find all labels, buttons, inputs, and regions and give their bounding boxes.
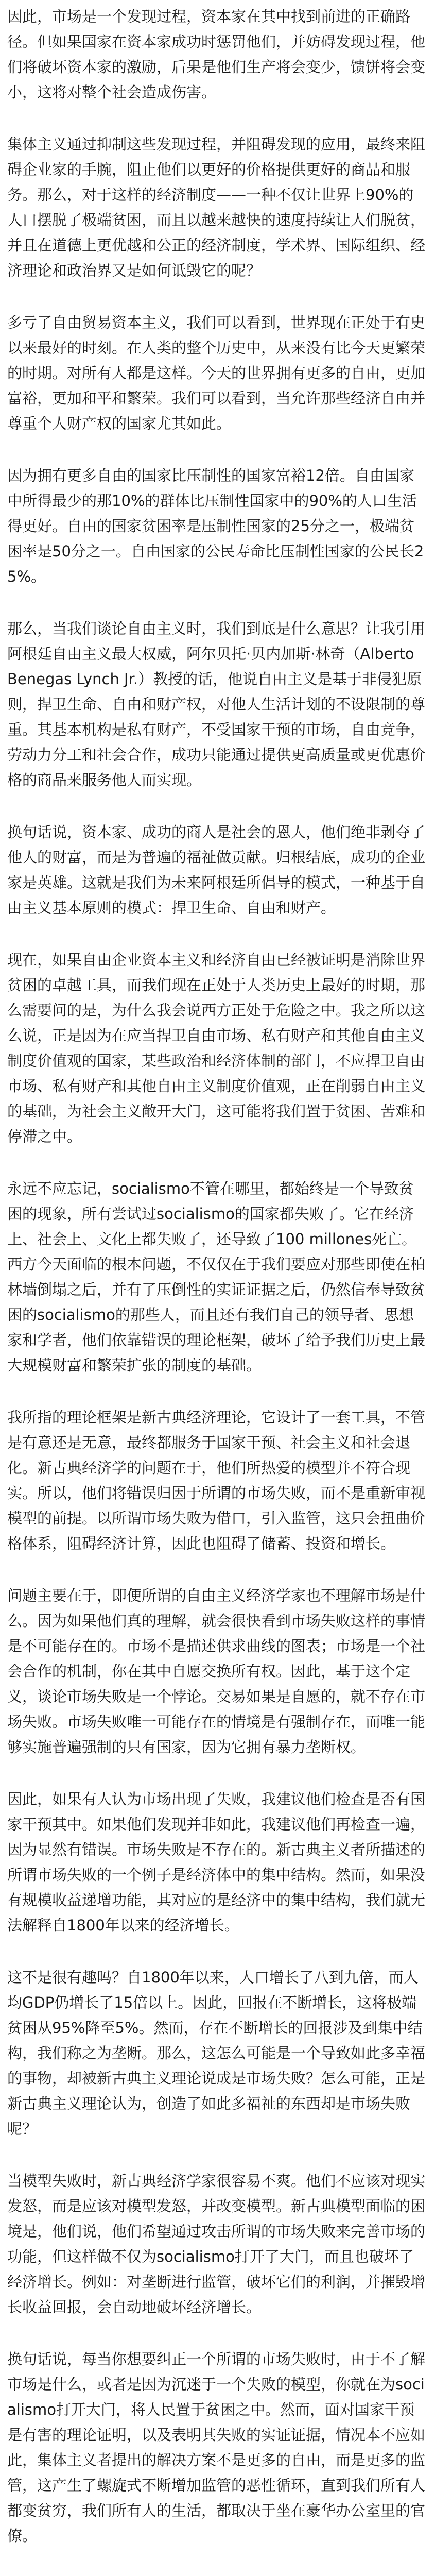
paragraph: 因此，市场是一个发现过程，资本家在其中找到前进的正确路径。但如果国家在资本家成功时惩罚他们，并妨碍发现过程，他们将破坏资本家的激励，后果是他们生产将会变少，馈饼将会变小，这将对整个社会造成伤害。 bbox=[7, 8, 426, 101]
paragraph: 现在，如果自由企业资本主义和经济自由已经被证明是消除世界贫困的卓越工具，而我们现在正处于人类历史上最好的时期，那么需要问的是，为什么我会说西方正处于危险之中。我之所以这么说，正是因为在应当捍卫自由市场、私有财产和其他自由主义制度价值观的国家，某些政治和经济体制的部门，不应捍卫自由市场、私有财产和其他自由主义制度价值观，正在削弱自由主义的基础，为社会主义敞开大门，这可能将我们置于贫困、苦难和停滞之中。 bbox=[7, 951, 426, 1145]
paragraph: 问题主要在于，即便所谓的自由主义经济学家也不理解市场是什么。因为如果他们真的理解，就会很快看到市场失败这样的事情是不可能存在的。市场不是描述供求曲线的图表；市场是一个社会合作的机制，你在其中自愿交换所有权。因此，基于这个定义，谈论市场失败是一个悖论。交易如果是自愿的，就不存在市场失败。市场失败唯一可能存在的情境是有强制存在，而唯一能够实施普遍强制的只有国家，因为它拥有暴力垄断权。 bbox=[7, 1587, 426, 1756]
paragraph: 永远不应忘记，socialismo不管在哪里，都始终是一个导致贫困的现象，所有尝试过socialismo的国家都失败了。它在经济上、社会上、文化上都失败了，还导致了100 millones死亡。西方今天面临的根本问题，不仅仅在于我们要应对那些即使在柏林墙倒塌之后，并有了压倒性的实证证据之后，仍然信奉导致贫困的socialismo的那些人，而且还有我们自己的领导者、思想家和学者，他们依靠错误的理论框架，破坏了给予我们历史上最大规模财富和繁荣扩张的制度的基础。 bbox=[7, 1180, 426, 1374]
paragraph: 当模型失败时，新古典经济学家很容易不爽。他们不应该对现实发怒，而是应该对模型发怒，并改变模型。新古典模型面临的困境是，他们说，他们希望通过攻击所谓的市场失败来完善市场的功能，但这样做不仅为socialismo打开了大门，而且也破坏了经济增长。例如：对垄断进行监管，破坏它们的利润，并摧毁增长收益回报，会自动地破坏经济增长。 bbox=[7, 2172, 426, 2316]
paragraph: 多亏了自由贸易资本主义，我们可以看到，世界现在正处于有史以来最好的时刻。在人类的整个历史中，从来没有比今天更繁荣的时期。对所有人都是这样。今天的世界拥有更多的自由，更加富裕，更加和平和繁荣。我们可以看到，当允许那些经济自由并尊重个人财产权的国家尤其如此。 bbox=[7, 314, 426, 432]
paragraph: 换句话说，每当你想要纠正一个所谓的市场失败时，由于不了解市场是什么，或者是因为沉迷于一个失败的模型，你就在为socialismo打开大门，将人民置于贫困之中。然而，面对国家干预是有害的理论证明，以及表明其失败的实证证据，情况本不应如此，集体主义者提出的解决方案不是更多的自由，而是更多的监管，这产生了螺旋式不断增加监管的恶性循环，直到我们所有人都变贫穷，我们所有人的生活，都取决于坐在豪华办公室里的官僚。 bbox=[7, 2350, 426, 2545]
paragraph: 因此，如果有人认为市场出现了失败，我建议他们检查是否有国家干预其中。如果他们发现并非如此，我建议他们再检查一遍，因为显然有错误。市场失败是不存在的。新古典主义者所描述的所谓市场失败的一个例子是经济体中的集中结构。然而，如果没有规模收益递增功能，其对应的是经济中的集中结构，我们就无法解释自1800年以来的经济增长。 bbox=[7, 1790, 426, 1934]
paragraph: 集体主义通过抑制这些发现过程，并阻碍发现的应用，最终来阻碍企业家的手腕，阻止他们以更好的价格提供更好的商品和服务。那么，对于这样的经济制度——一种不仅让世界上90%的人口摆脱了极端贫困，而且以越来越快的速度持续让人们脱贫，并且在道德上更优越和公正的经济制度，学术界、国际组织、经济理论和政治界又是如何诋毁它的呢？ bbox=[7, 135, 426, 279]
paragraph: 换句话说，资本家、成功的商人是社会的恩人，他们绝非剥夺了他人的财富，而是为普遍的福祉做贡献。归根结底，成功的企业家是英雄。这就是我们为未来阿根廷所倡导的模式，一种基于自由主义基本原则的模式：捍卫生命、自由和财产。 bbox=[7, 823, 426, 917]
paragraph: 这不是很有趣吗？自1800年以来，人口增长了八到九倍，而人均GDP仍增长了15倍以上。因此，回报在不断增长，这将极端贫困从95%降至5%。然而，存在不断增长的回报涉及到集中结构，我们称之为垄断。那么，这怎么可能是一个导致如此多幸福的事物，却被新古典主义理论说成是市场失败？怎么可能，正是新古典主义理论认为，创造了如此多福祉的东西却是市场失败呢？ bbox=[7, 1969, 426, 2138]
paragraph: 因为拥有更多自由的国家比压制性的国家富裕12倍。自由国家中所得最少的那10%的群体比压制性国家中的90%的人口生活得更好。自由的国家贫困率是压制性国家的25分之一，极端贫困率是50分之一。自由国家的公民寿命比压制性国家的公民长25%。 bbox=[7, 467, 424, 585]
paragraph: 那么，当我们谈论自由主义时，我们到底是什么意思？让我引用阿根廷自由主义最大权威，阿尔贝托·贝内加斯·林奇（Alberto Benegas Lynch Jr.）教授的话，他说自由主义是基于非侵犯原则，捍卫生命、自由和财产权，对他人生活计划的不设限制的尊重。其基本机构是私有财产，不受国家干预的市场，自由竞争，劳动力分工和社会合作，成功只能通过提供更高质量或更优惠价格的商品来服务他人而实现。 bbox=[7, 620, 426, 789]
paragraph: 我所指的理论框架是新古典经济理论，它设计了一套工具，不管是有意还是无意，最终都服务于国家干预、社会主义和社会退化。新古典经济学的问题在于，他们所热爱的模型并不符合现实。所以，他们将错误归因于所谓的市场失败，而不是重新审视模型的前提。以所谓市场失败为借口，引入监管，这只会扭曲价格体系，阻碍经济计算，因此也阻碍了储蓄、投资和增长。 bbox=[7, 1409, 426, 1552]
